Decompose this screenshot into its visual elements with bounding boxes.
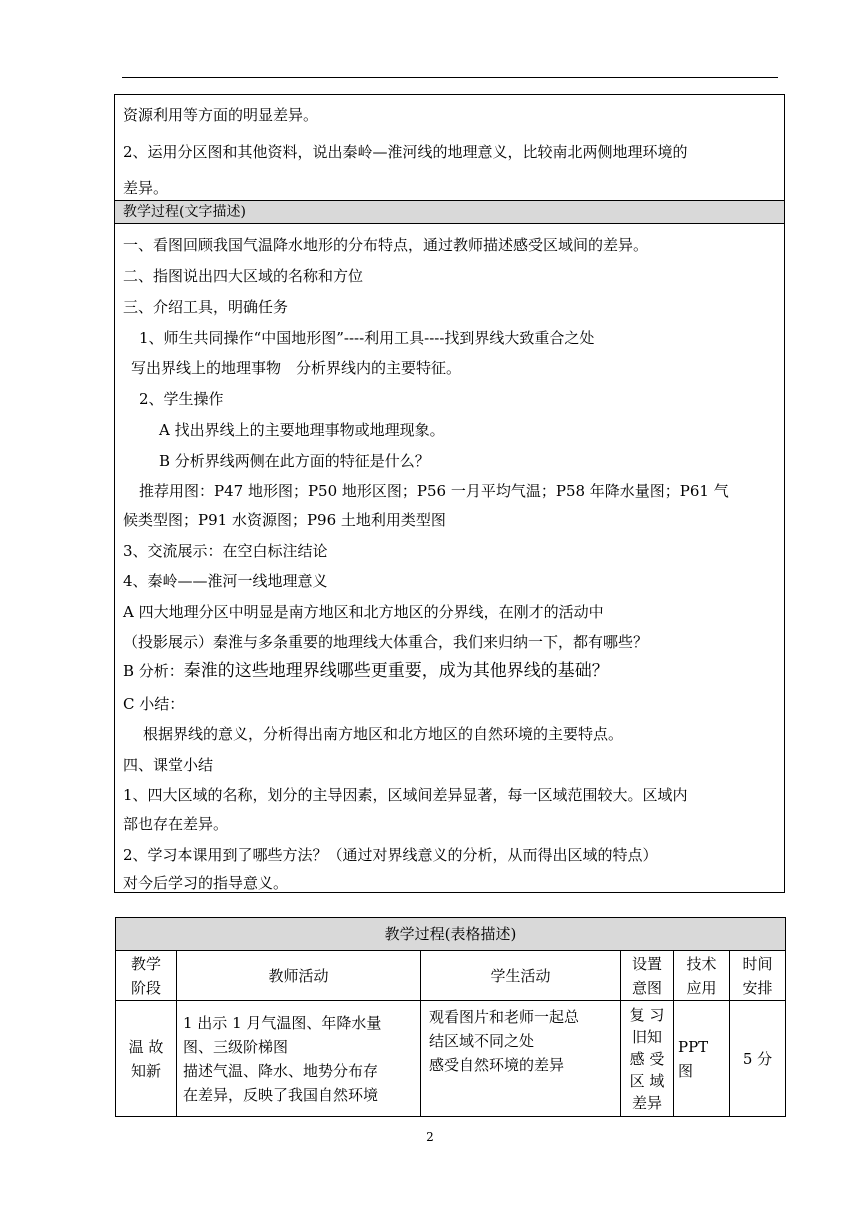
section-title: 教学过程(文字描述) xyxy=(123,204,246,220)
process-line: 三、介绍工具，明确任务 xyxy=(123,298,289,316)
process-line xyxy=(123,661,778,681)
table-row xyxy=(116,1001,786,1117)
process-line: 1、四大区域的名称，划分的主导因素，区域间差异显著，每一区域范围较大。区域内 xyxy=(123,786,688,804)
text-description-box xyxy=(114,94,785,893)
cell-intent: 复 习 旧知 感 受 区 域 差异 xyxy=(621,1001,674,1117)
process-line: C 小结： xyxy=(123,695,185,713)
header-student: 学生活动 xyxy=(421,951,621,1001)
analysis-question: 秦淮的这些地理界线哪些更重要，成为其他界线的基础？ xyxy=(183,661,609,681)
process-line: 对今后学习的指导意义。 xyxy=(123,874,289,892)
process-line: A 四大地理分区中明显是南方地区和北方地区的分界线，在刚才的活动中 xyxy=(123,603,604,621)
table-title: 教学过程(表格描述) xyxy=(116,918,786,951)
objective-line: 2、运用分区图和其他资料，说出秦岭—淮河线的地理意义，比较南北两侧地理环境的 xyxy=(123,143,688,161)
process-line: A 找出界线上的主要地理事物或地理现象。 xyxy=(159,421,445,439)
process-line: 3、交流展示：在空白标注结论 xyxy=(123,542,328,560)
objective-line: 差异。 xyxy=(123,179,169,197)
cell-tech: PPT 图 xyxy=(674,1001,730,1117)
cell-student: 观看图片和老师一起总 结区域不同之处 感受自然环境的差异 xyxy=(421,1001,621,1117)
section-header xyxy=(115,200,784,224)
process-line: 一、看图回顾我国气温降水地形的分布特点，通过教师描述感受区域间的差异。 xyxy=(123,236,649,254)
objective-line: 资源利用等方面的明显差异。 xyxy=(123,106,319,124)
header-teacher: 教师活动 xyxy=(177,951,421,1001)
header-time: 时间 安排 xyxy=(730,951,786,1001)
process-line: 2、学习本课用到了哪些方法？（通过对界线意义的分析，从而得出区域的特点） xyxy=(123,846,658,864)
table-header-row xyxy=(116,951,786,1001)
process-table xyxy=(115,917,786,1117)
process-line: 2、学生操作 xyxy=(139,390,224,408)
process-line: 根据界线的意义，分析得出南方地区和北方地区的自然环境的主要特点。 xyxy=(143,725,624,743)
header-rule xyxy=(122,77,778,78)
process-line: 四、课堂小结 xyxy=(123,756,214,774)
process-line: 候类型图；P91 水资源图；P96 土地利用类型图 xyxy=(123,511,446,529)
process-line: 4、秦岭——淮河一线地理意义 xyxy=(123,572,328,590)
process-line: 推荐用图：P47 地形图；P50 地形区图；P56 一月平均气温；P58 年降水量图；P61 气 xyxy=(139,482,729,500)
process-line: B 分析界线两侧在此方面的特征是什么？ xyxy=(159,452,430,470)
cell-time: 5 分 xyxy=(730,1001,786,1117)
analysis-prefix: B 分析： xyxy=(123,662,184,680)
cell-teacher: 1 出示 1 月气温图、年降水量 图、三级阶梯图 描述气温、降水、地势分布存 在差异，反映了我国自然环境 xyxy=(177,1001,421,1117)
process-line: （投影展示）秦淮与多条重要的地理线大体重合，我们来归纳一下，都有哪些？ xyxy=(123,633,649,651)
process-line: 部也存在差异。 xyxy=(123,815,229,833)
process-line: 写出界线上的地理事物 分析界线内的主要特征。 xyxy=(131,359,462,377)
header-stage: 教学 阶段 xyxy=(116,951,177,1001)
header-tech: 技术 应用 xyxy=(674,951,730,1001)
header-intent: 设置 意图 xyxy=(621,951,674,1001)
cell-stage: 温 故 知新 xyxy=(116,1001,177,1117)
page-number: 2 xyxy=(426,1130,434,1144)
process-line: 1、师生共同操作“中国地形图”----利用工具----找到界线大致重合之处 xyxy=(139,329,595,347)
process-line: 二、指图说出四大区域的名称和方位 xyxy=(123,267,364,285)
